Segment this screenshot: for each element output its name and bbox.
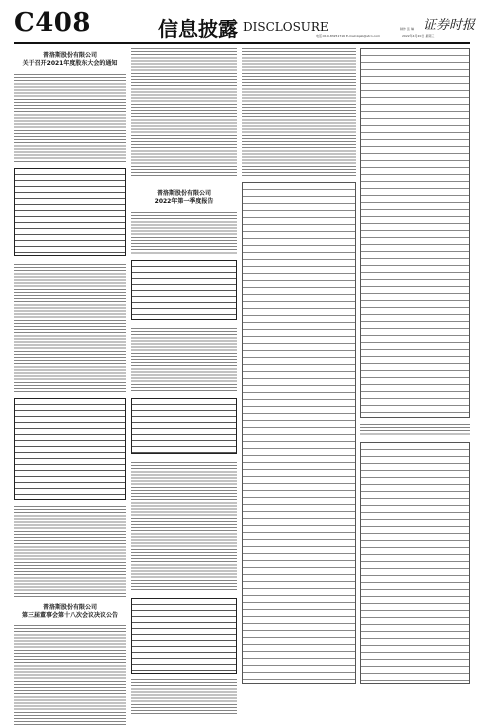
column-4	[360, 48, 470, 690]
column-2	[131, 48, 237, 690]
page-header	[0, 0, 484, 44]
contact-info: 电话:010-83251716 E-mail:zqsb@stcn.com	[316, 34, 381, 38]
issue-date: 2022年4月20日 星期三	[402, 34, 435, 38]
header-rule	[14, 42, 470, 44]
column-3	[242, 48, 356, 690]
page-code: C408	[14, 8, 91, 38]
notice-title: 普洛斯股份有限公司 第三届董事会第十八次会议决议公告	[21, 604, 118, 619]
section-title-en: DISCLOSURE	[243, 20, 329, 34]
newspaper-logo: 证券时报	[423, 18, 476, 33]
notice-title: 普洛斯股份有限公司 关于召开2021年度股东大会的通知	[22, 52, 118, 67]
notice-title: 普洛斯股份有限公司 2022年第一季度报告	[154, 190, 214, 205]
editor-credit: 制作 张 琳	[400, 27, 414, 31]
column-1	[14, 48, 126, 690]
section-title: 信息披露	[158, 17, 238, 41]
